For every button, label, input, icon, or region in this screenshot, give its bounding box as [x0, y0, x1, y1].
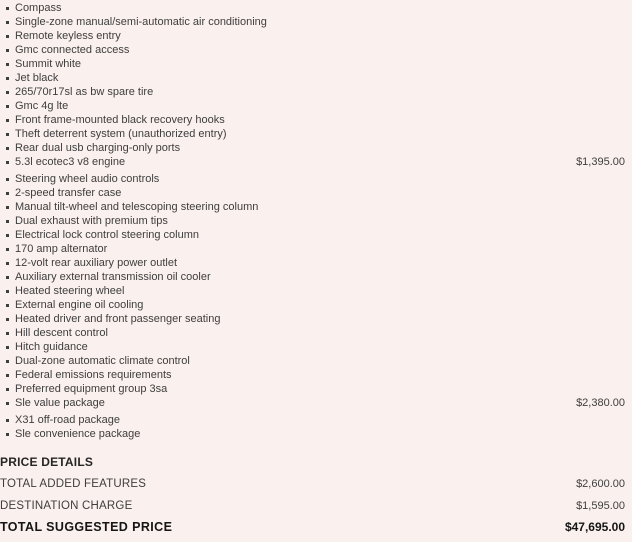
bullet-icon — [6, 119, 9, 122]
destination-charge-row — [0, 498, 625, 514]
bullet-icon — [6, 346, 9, 349]
feature-label: Sle value package — [15, 397, 105, 409]
feature-label: Rear dual usb charging-only ports — [15, 142, 181, 154]
bullet-icon — [6, 49, 9, 52]
bullet-icon — [6, 220, 9, 223]
feature-label: Summit white — [15, 58, 82, 70]
feature-row — [4, 172, 625, 186]
feature-row — [4, 71, 625, 85]
feature-label: Gmc connected access — [15, 44, 130, 56]
feature-row — [4, 228, 625, 242]
feature-label: Heated driver and front passenger seating — [15, 313, 221, 325]
feature-row — [4, 57, 625, 71]
bullet-icon — [6, 234, 9, 237]
feature-label: Steering wheel audio controls — [15, 173, 160, 185]
bullet-icon — [6, 63, 9, 66]
bullet-icon — [6, 147, 9, 150]
feature-row — [4, 141, 625, 155]
bullet-icon — [6, 91, 9, 94]
feature-label: Electrical lock control steering column — [15, 229, 200, 241]
feature-label: 12-volt rear auxiliary power outlet — [15, 257, 178, 269]
feature-row — [4, 284, 625, 298]
total-suggested-price-value: $47,695.00 — [564, 520, 625, 534]
total-suggested-price-row — [0, 519, 625, 536]
bullet-icon — [6, 206, 9, 209]
feature-row — [4, 214, 625, 228]
bullet-icon — [6, 77, 9, 80]
bullet-icon — [6, 402, 9, 405]
price-details-heading: PRICE DETAILS — [0, 455, 94, 469]
bullet-icon — [6, 388, 9, 391]
feature-row — [4, 396, 625, 410]
destination-charge-value: $1,595.00 — [576, 500, 625, 512]
feature-row — [4, 326, 625, 340]
feature-label: 265/70r17sl as bw spare tire — [15, 86, 154, 98]
feature-row — [4, 200, 625, 214]
bullet-icon — [6, 374, 9, 377]
feature-label: External engine oil cooling — [15, 299, 144, 311]
feature-label: 2-speed transfer case — [15, 187, 122, 199]
feature-label: Preferred equipment group 3sa — [15, 383, 168, 395]
feature-row — [4, 1, 625, 15]
bullet-icon — [6, 433, 9, 436]
feature-label: 5.3l ecotec3 v8 engine — [15, 156, 126, 168]
feature-label: Federal emissions requirements — [15, 369, 172, 381]
feature-row — [4, 368, 625, 382]
feature-label: Heated steering wheel — [15, 285, 125, 297]
bullet-icon — [6, 35, 9, 38]
feature-label: Theft deterrent system (unauthorized entry) — [15, 128, 227, 140]
bullet-icon — [6, 419, 9, 422]
total-added-features-row — [0, 476, 625, 492]
bullet-icon — [6, 318, 9, 321]
feature-label: Gmc 4g lte — [15, 100, 69, 112]
feature-label: X31 off-road package — [15, 414, 120, 426]
bullet-icon — [6, 192, 9, 195]
feature-row — [4, 242, 625, 256]
feature-row — [4, 270, 625, 284]
feature-row — [4, 340, 625, 354]
destination-charge-label: DESTINATION CHARGE — [0, 500, 133, 512]
feature-row — [4, 256, 625, 270]
feature-row — [4, 186, 625, 200]
feature-label: Dual-zone automatic climate control — [15, 355, 190, 367]
feature-label: Auxiliary external transmission oil cooler — [15, 271, 211, 283]
bullet-icon — [6, 332, 9, 335]
feature-row — [4, 29, 625, 43]
bullet-icon — [6, 7, 9, 10]
feature-row — [4, 298, 625, 312]
feature-row — [4, 354, 625, 368]
bullet-icon — [6, 178, 9, 181]
total-suggested-price-label: TOTAL SUGGESTED PRICE — [0, 520, 173, 534]
bullet-icon — [6, 21, 9, 24]
feature-row — [4, 85, 625, 99]
feature-row — [4, 312, 625, 326]
bullet-icon — [6, 161, 9, 164]
feature-label: Dual exhaust with premium tips — [15, 215, 168, 227]
feature-label: Hitch guidance — [15, 341, 88, 353]
feature-label: 170 amp alternator — [15, 243, 108, 255]
feature-label: Compass — [15, 2, 62, 14]
feature-label: Front frame-mounted black recovery hooks — [15, 114, 225, 126]
feature-row — [4, 413, 625, 427]
feature-price: $1,395.00 — [576, 156, 625, 168]
feature-label: Remote keyless entry — [15, 30, 121, 42]
feature-label: Manual tilt-wheel and telescoping steering column — [15, 201, 259, 213]
feature-row — [4, 382, 625, 396]
bullet-icon — [6, 290, 9, 293]
feature-row — [4, 113, 625, 127]
feature-label: Hill descent control — [15, 327, 108, 339]
total-added-features-label: TOTAL ADDED FEATURES — [0, 478, 147, 490]
feature-row — [4, 99, 625, 113]
bullet-icon — [6, 133, 9, 136]
feature-row — [4, 43, 625, 57]
feature-label: Single-zone manual/semi-automatic air conditioning — [15, 16, 267, 28]
price-details-section — [0, 454, 632, 536]
feature-row — [4, 155, 625, 169]
feature-price: $2,380.00 — [576, 397, 625, 409]
feature-row — [4, 127, 625, 141]
feature-row — [4, 15, 625, 29]
total-added-features-value: $2,600.00 — [576, 478, 625, 490]
feature-label: Jet black — [15, 72, 59, 84]
bullet-icon — [6, 105, 9, 108]
feature-label: Sle convenience package — [15, 428, 141, 440]
bullet-icon — [6, 276, 9, 279]
bullet-icon — [6, 304, 9, 307]
feature-row — [4, 427, 625, 441]
bullet-icon — [6, 248, 9, 251]
bullet-icon — [6, 262, 9, 265]
bullet-icon — [6, 360, 9, 363]
